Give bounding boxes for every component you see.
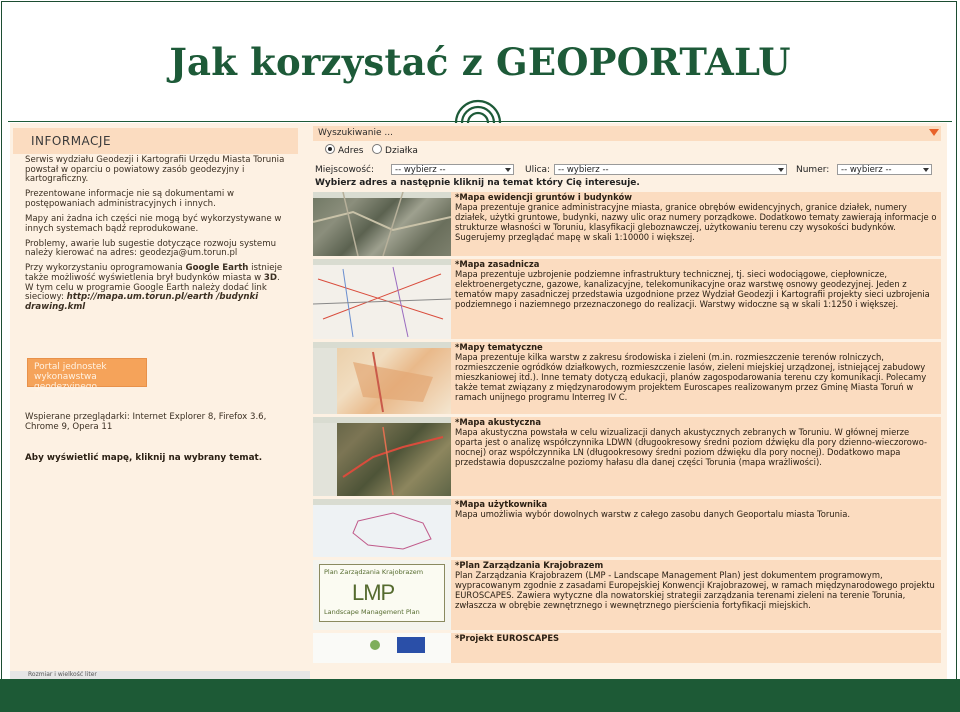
info-paragraph: Mapy ani żadna ich części nie mogą być wykorzystywane w innych systemach bądź reprodukowane.	[25, 213, 282, 234]
lmp-logo-sub: Landscape Management Plan	[324, 608, 420, 616]
info-text	[25, 156, 287, 318]
geoportal-screenshot	[10, 123, 947, 679]
map-description	[455, 259, 939, 309]
parcel-radio[interactable]	[372, 144, 382, 154]
browser-status-bar: Rozmiar i wielkość liter	[10, 671, 310, 679]
lmp-logo-big: LMP	[352, 580, 395, 605]
info-paragraph: Prezentowane informacje nie są dokumentami w postępowaniach administracyjnych i innych.	[25, 189, 235, 209]
info-paragraph: Problemy, awarie lub sugestie dotyczące rozwoju systemu należy kierować na adres: geodezja@um.torun.pl	[25, 238, 277, 259]
map-desc: Mapa prezentuje kilka warstw z zakresu środowiska i zieleni (m.in. rozmieszczenie terenów rolniczych, rozmieszczenie ogródków działkowych, rozmieszczenie lasów, zieleni miejskiej urządzonej, istniejącej zabudowy mieszkaniowej itd.). Inne tematy dotyczą edukacji, planów zagospodarowania terenu czy komunikacji. Polecamy także temat związany z międzynarodowym projektem Euroscapes realizowanym przez Gminę Miasta Toruń w ramach unijnego programu Interreg IV C.	[455, 352, 927, 402]
address-filters	[315, 163, 943, 177]
search-heading-label: Wyszukiwanie ...	[318, 128, 393, 138]
info-heading: INFORMACJE	[13, 128, 298, 154]
earth-text: . W tym celu w programie Google Earth należy dodać link sieciowy:	[25, 272, 280, 303]
address-radio[interactable]	[325, 144, 335, 154]
map-title: *Mapa użytkownika	[455, 499, 548, 509]
collapse-arrow-icon[interactable]	[929, 129, 939, 136]
street-label: Ulica:	[525, 165, 551, 175]
slide-footer-bar	[0, 679, 960, 712]
map-title: *Mapy tematyczne	[455, 342, 543, 352]
map-title: *Plan Zarządzania Krajobrazem	[455, 560, 604, 570]
map-item-uzytkownika[interactable]	[313, 499, 941, 557]
earth-text: Przy wykorzystaniu oprogramowania	[25, 263, 186, 274]
slide-title: Jak korzystać z GEOPORTALU	[169, 40, 791, 84]
map-desc: Plan Zarządzania Krajobrazem (LMP - Landscape Management Plan) jest dokumentem programowym, wypracowanym zgodnie z zasadami Europejskiej Konwencji Krajobrazowej, w ramach międzynarodowego projektu EUROSCAPES. Zawiera wytyczne dla nowatorskiej strategii zarządzania terenami zieleni na terenie Torunia, zwłaszcza w obrębie zewnętrznego i wewnętrznego pierścienia fortyfikacji miejskich.	[455, 570, 935, 610]
map-desc: Mapa prezentuje granice administracyjne miasta, granice obrębów ewidencyjnych, granice działek, numery działek, użytki gruntowe, budynki, nazwy ulic oraz numery porządkowe. Dodatkowo tematy zawierają informacje o strukturze własności w Toruniu, klasyfikacji gleboznawczej, użytkowaniu terenu czy wysokości budynków. Sugerujemy przeglądać mapę w skali 1:10000 i większej.	[455, 202, 937, 242]
address-radio-label: Adres	[338, 146, 364, 156]
map-thumbnail[interactable]	[313, 259, 451, 339]
map-title: *Projekt EUROSCAPES	[455, 633, 560, 643]
map-item-lmp[interactable]	[313, 560, 941, 630]
map-item-euroscapes[interactable]	[313, 633, 941, 663]
chevron-down-icon	[778, 168, 784, 172]
chevron-down-icon	[505, 168, 511, 172]
locality-select[interactable]	[391, 164, 514, 175]
map-item-zasadnicza[interactable]	[313, 259, 941, 339]
map-thumbnail[interactable]	[313, 342, 451, 414]
map-title: *Mapa zasadnicza	[455, 259, 540, 269]
map-title: *Mapa akustyczna	[455, 417, 542, 427]
map-desc: Mapa prezentuje uzbrojenie podziemne infrastruktury technicznej, tj. sieci wodociągowe, ciepłownicze, elektroenergetyczne, gazowe, kanalizacyjne, telekomunikacyjne oraz warstwę osnowy geodezyjnej. Jeden z tematów mapy zasadniczej przedstawia uzgodnione przez Wydział Geodezji i Kartografii projekty sieci uzbrojenia podziemnego i naziemnego przeznaczonego do realizacji. Warstwy widoczne są w skali 1:1250 i większej.	[455, 269, 930, 309]
map-item-akustyczna[interactable]	[313, 417, 941, 496]
map-desc: Mapa umożliwia wybór dowolnych warstw z całego zasobu danych Geoportalu miasta Torunia.	[455, 509, 851, 519]
search-instruction: Wybierz adres a następnie kliknij na temat który Cię interesuje.	[315, 178, 640, 188]
search-heading[interactable]	[313, 126, 941, 141]
map-description	[455, 342, 939, 402]
map-item-tematyczne[interactable]	[313, 342, 941, 414]
map-title: *Mapa ewidencji gruntów i budynków	[455, 192, 632, 202]
map-theme-list	[313, 192, 941, 666]
map-description	[455, 633, 939, 643]
info-panel	[10, 123, 303, 679]
supported-browsers: Wspierane przeglądarki: Internet Explorer 8, Firefox 3.6, Chrome 9, Opera 11	[25, 412, 267, 432]
locality-value: -- wybierz --	[395, 165, 446, 175]
chevron-down-icon	[923, 168, 929, 172]
click-map-hint: Aby wyświetlić mapę, kliknij na wybrany temat.	[25, 453, 263, 463]
map-item-ewidencja[interactable]	[313, 192, 941, 256]
euroscapes-thumbnail[interactable]	[313, 633, 451, 663]
number-label: Numer:	[796, 165, 830, 175]
number-value: -- wybierz --	[841, 165, 892, 175]
street-select[interactable]	[554, 164, 787, 175]
parcel-radio-label: Działka	[385, 146, 418, 156]
map-description	[455, 499, 939, 519]
google-earth-note	[25, 264, 287, 312]
search-and-maps-panel	[313, 126, 947, 679]
info-paragraph: Serwis wydziału Geodezji i Kartografii Urzędu Miasta Torunia powstał w oparciu o powiatowy zasób geodezyjny i kartograficzny.	[25, 155, 285, 185]
map-thumbnail[interactable]	[313, 192, 451, 256]
locality-label: Miejscowość:	[315, 165, 374, 175]
map-thumbnail[interactable]	[313, 499, 451, 557]
earth-bold: 3D	[263, 272, 278, 283]
number-select[interactable]	[837, 164, 932, 175]
map-description	[455, 560, 939, 610]
lmp-logo	[319, 564, 445, 622]
map-description	[455, 417, 939, 467]
earth-bold: Google Earth	[185, 263, 249, 274]
street-value: -- wybierz --	[558, 165, 609, 175]
lmp-logo-thumbnail[interactable]	[313, 560, 451, 630]
map-thumbnail[interactable]	[313, 417, 451, 496]
map-desc: Mapa akustyczna powstała w celu wizualizacji danych akustycznych zebranych w Toruniu. W głównej mierze oparta jest o analizę współczynnika LDWN (długookresowy średni poziom dźwięku dla pory dzienno-wieczorowo-nocnej) oraz współczynnika LN (długookresowy średni poziom dźwięku dla pory nocnej). Dodatkowo mapa przedstawia dopuszczalne poziomy hałasu dla danej części Torunia (mapa wrażliwości).	[455, 427, 928, 467]
search-mode-radios	[325, 144, 418, 157]
earth-text: istnieje także możliwość wyświetlenia brył budynków miasta w	[25, 263, 283, 283]
surveyors-portal-button[interactable]: Portal jednostek wykonawstwa geodezyjnego	[27, 358, 147, 387]
lmp-logo-top: Plan Zarządzania Krajobrazem	[324, 568, 424, 576]
kml-link[interactable]: http://mapa.um.torun.pl/earth /budynki drawing.kml	[25, 292, 259, 312]
map-description	[455, 192, 939, 242]
